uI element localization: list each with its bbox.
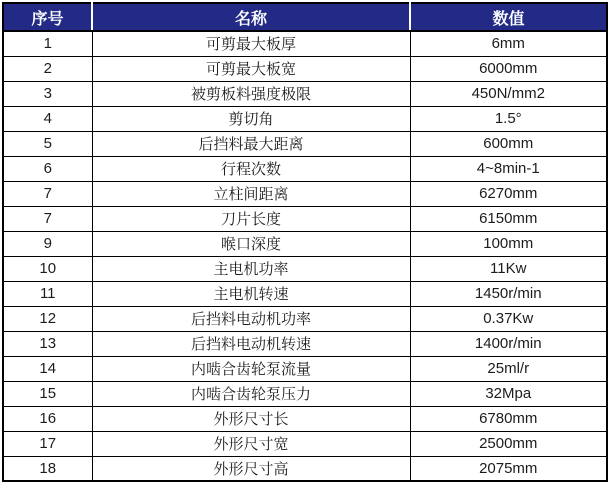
cell-no: 14 [3, 356, 92, 381]
cell-value: 100mm [410, 231, 607, 256]
table-row [3, 131, 607, 156]
table-row [3, 406, 607, 431]
table-row [3, 306, 607, 331]
cell-value: 11Kw [410, 256, 607, 281]
cell-value: 6mm [410, 31, 607, 56]
cell-no: 7 [3, 181, 92, 206]
cell-name: 外形尺寸宽 [92, 431, 410, 456]
table-row [3, 356, 607, 381]
header-row [3, 3, 607, 31]
cell-value: 0.37Kw [410, 306, 607, 331]
cell-name: 可剪最大板厚 [92, 31, 410, 56]
cell-name: 行程次数 [92, 156, 410, 181]
cell-no: 5 [3, 131, 92, 156]
cell-name: 主电机转速 [92, 281, 410, 306]
cell-no: 10 [3, 256, 92, 281]
cell-name: 立柱间距离 [92, 181, 410, 206]
cell-value: 6150mm [410, 206, 607, 231]
cell-no: 7 [3, 206, 92, 231]
cell-name: 可剪最大板宽 [92, 56, 410, 81]
cell-no: 13 [3, 331, 92, 356]
cell-no: 18 [3, 456, 92, 481]
cell-value: 2500mm [410, 431, 607, 456]
cell-no: 4 [3, 106, 92, 131]
cell-no: 17 [3, 431, 92, 456]
cell-no: 6 [3, 156, 92, 181]
table-row [3, 81, 607, 106]
cell-no: 2 [3, 56, 92, 81]
table-row [3, 106, 607, 131]
cell-name: 被剪板料强度极限 [92, 81, 410, 106]
table-row [3, 331, 607, 356]
cell-name: 内啮合齿轮泵流量 [92, 356, 410, 381]
cell-value: 6270mm [410, 181, 607, 206]
cell-no: 3 [3, 81, 92, 106]
cell-no: 15 [3, 381, 92, 406]
cell-no: 11 [3, 281, 92, 306]
cell-value: 4~8min-1 [410, 156, 607, 181]
cell-value: 32Mpa [410, 381, 607, 406]
table-row [3, 231, 607, 256]
table-row [3, 281, 607, 306]
table-row [3, 31, 607, 56]
cell-name: 后挡料电动机功率 [92, 306, 410, 331]
spec-table [2, 2, 608, 482]
cell-value: 6000mm [410, 56, 607, 81]
table-row [3, 181, 607, 206]
cell-name: 内啮合齿轮泵压力 [92, 381, 410, 406]
table-row [3, 381, 607, 406]
table-row [3, 431, 607, 456]
cell-value: 1.5° [410, 106, 607, 131]
cell-name: 刀片长度 [92, 206, 410, 231]
cell-value: 450N/mm2 [410, 81, 607, 106]
table-body [3, 31, 607, 481]
cell-name: 外形尺寸长 [92, 406, 410, 431]
header-cell-no: 序号 [3, 3, 92, 31]
header-cell-value: 数值 [410, 3, 607, 31]
cell-no: 12 [3, 306, 92, 331]
table-row [3, 156, 607, 181]
cell-no: 16 [3, 406, 92, 431]
cell-value: 600mm [410, 131, 607, 156]
table-row [3, 256, 607, 281]
cell-no: 9 [3, 231, 92, 256]
cell-value: 2075mm [410, 456, 607, 481]
cell-name: 外形尺寸高 [92, 456, 410, 481]
cell-name: 后挡料最大距离 [92, 131, 410, 156]
cell-name: 喉口深度 [92, 231, 410, 256]
cell-name: 主电机功率 [92, 256, 410, 281]
cell-name: 后挡料电动机转速 [92, 331, 410, 356]
table-row [3, 456, 607, 481]
cell-value: 6780mm [410, 406, 607, 431]
cell-value: 1400r/min [410, 331, 607, 356]
cell-value: 25ml/r [410, 356, 607, 381]
cell-value: 1450r/min [410, 281, 607, 306]
header-cell-name: 名称 [92, 3, 410, 31]
table-row [3, 56, 607, 81]
cell-name: 剪切角 [92, 106, 410, 131]
cell-no: 1 [3, 31, 92, 56]
table-row [3, 206, 607, 231]
